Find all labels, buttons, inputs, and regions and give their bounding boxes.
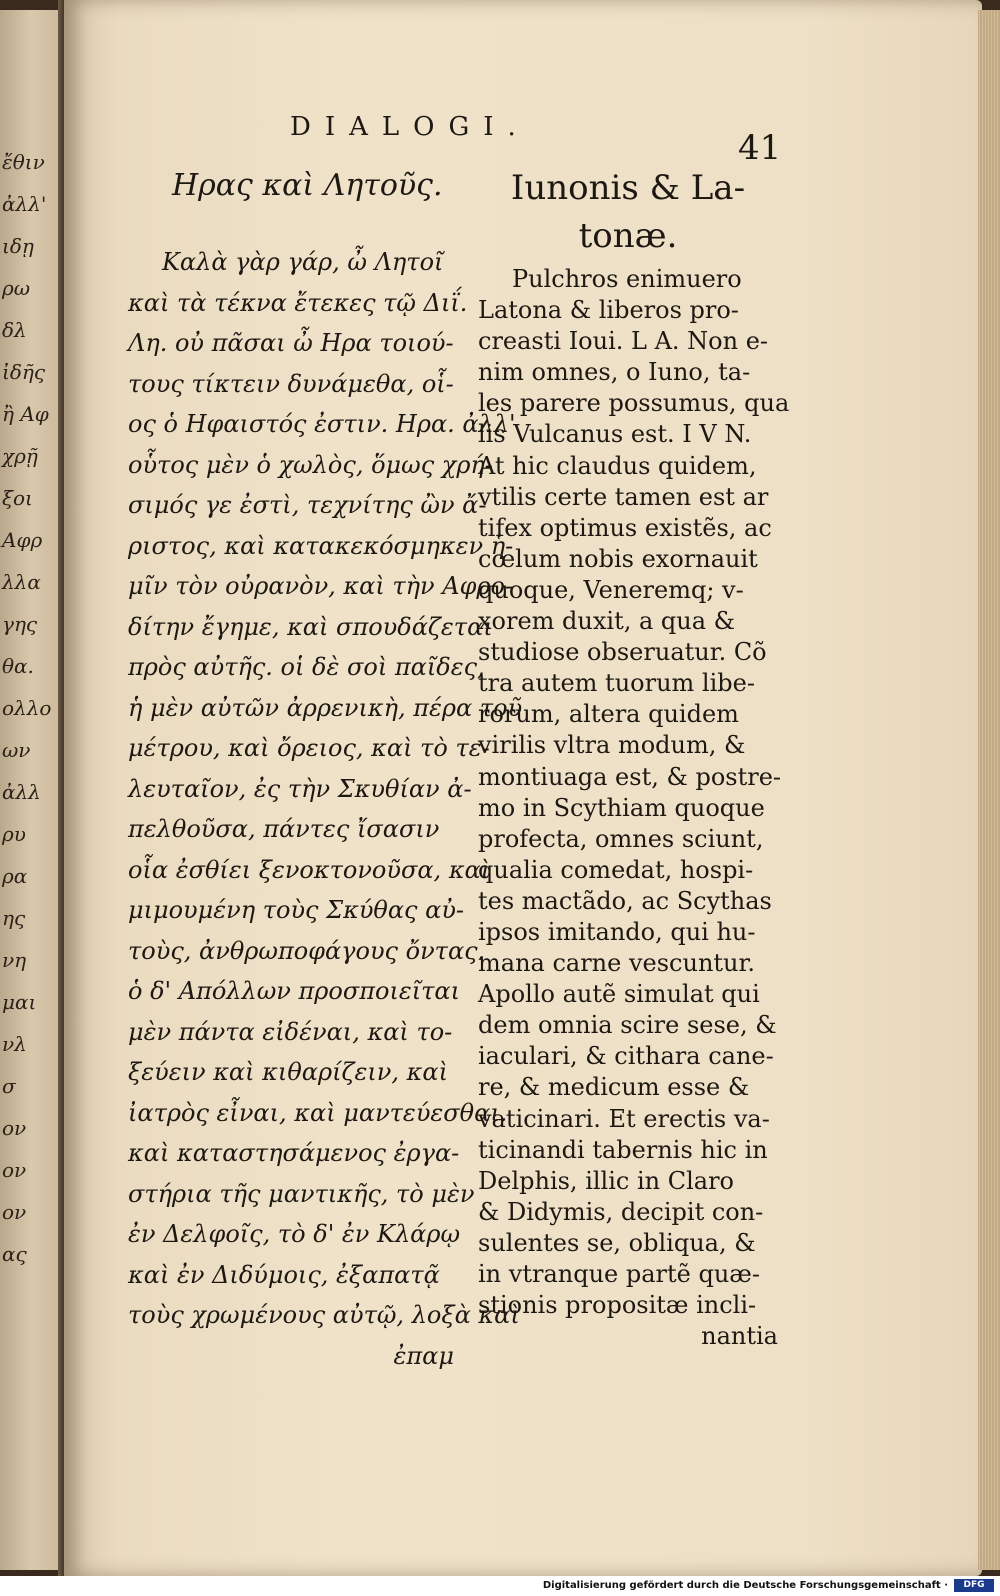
greek-line: ξεύειν καὶ κιθαρίζειν, καὶ xyxy=(128,1058,449,1086)
facing-page-line: νλ xyxy=(2,1032,27,1056)
greek-line: ος ὁ Ηφαιστός ἐστιν. Ηρα. ἀλλ' xyxy=(128,410,516,438)
latin-line: Pulchros enimuero xyxy=(512,265,742,293)
facing-page-line: ρα xyxy=(2,864,28,888)
latin-line: vtilis certe tamen est ar xyxy=(478,482,769,511)
latin-line: qualia comedat, hospi- xyxy=(478,855,754,884)
greek-line: μέτρου, καὶ ὄρειος, καὶ τὸ τε- xyxy=(128,734,490,762)
greek-line: μῖν τὸν οὐρανὸν, καὶ τὴν Αφρο- xyxy=(128,572,514,600)
latin-line: quoque, Veneremq; v- xyxy=(478,575,744,604)
facing-page-line: δλ xyxy=(2,318,27,342)
latin-line: ipsos imitando, qui hu- xyxy=(478,917,756,946)
page-number: 41 xyxy=(738,128,782,168)
latin-line: re, & medicum esse & xyxy=(478,1073,750,1102)
greek-line: καὶ καταστησάμενος ἐργα- xyxy=(128,1139,460,1167)
greek-line: οὗτος μὲν ὁ χωλὸς, ὅμως χρή- xyxy=(128,450,493,479)
facing-page-line: ον xyxy=(2,1116,27,1140)
latin-title-line1: Iunonis & La- xyxy=(510,168,746,208)
greek-line: ἐν Δελφοῖς, τὸ δ' ἐν Κλάρῳ xyxy=(128,1220,461,1248)
latin-line: les parere possumus, qua xyxy=(478,389,790,418)
greek-line: καὶ ἐν Διδύμοις, ἐξαπατᾷ xyxy=(128,1260,440,1289)
greek-line: δίτην ἔγημε, καὶ σπουδάζεται xyxy=(128,612,493,641)
greek-line: σιμός γε ἐστὶ, τεχνίτης ὢν ἄ- xyxy=(128,491,487,519)
facing-page-line: ξοι xyxy=(2,486,33,510)
latin-line: Delphis, illic in Claro xyxy=(478,1166,734,1195)
footer-credit: Digitalisierung gefördert durch die Deutsche Forschungsgemeinschaft · xyxy=(542,1580,948,1591)
greek-line: καὶ τὰ τέκνα ἔτεκες τῷ Διΐ. xyxy=(128,288,468,317)
facing-page-line: ης xyxy=(2,906,26,930)
greek-line: λευταῖον, ἐς τὴν Σκυθίαν ἀ- xyxy=(128,774,472,803)
facing-page-line: ας xyxy=(2,1242,27,1266)
latin-line: vaticinari. Et erectis va- xyxy=(478,1104,770,1133)
latin-line: studiose obseruatur. Cõ xyxy=(478,638,767,667)
page-edge xyxy=(978,10,1000,1570)
latin-column xyxy=(478,168,790,1352)
facing-page-line: νη xyxy=(2,948,27,972)
facing-page-line: θα. xyxy=(2,654,34,678)
greek-line: μὲν πάντα εἰδέναι, καὶ το- xyxy=(128,1017,453,1046)
latin-line: iaculari, & cithara cane- xyxy=(478,1042,774,1071)
latin-line: Latona & liberos pro- xyxy=(478,296,739,325)
facing-page-line: ἀλλ' xyxy=(2,192,47,216)
latin-line: dem omnia scire sese, & xyxy=(478,1011,777,1040)
greek-line: τοὺς χρωμένους αὐτῷ, λοξὰ καὶ xyxy=(128,1301,520,1329)
latin-line: lis Vulcanus est. I V N. xyxy=(478,420,752,449)
latin-text xyxy=(478,264,790,1321)
latin-line: mana carne vescuntur. xyxy=(478,949,755,978)
greek-line: στήρια τῆς μαντικῆς, τὸ μὲν xyxy=(128,1179,475,1208)
facing-page-line: μαι xyxy=(2,990,37,1014)
facing-page-line: ρυ xyxy=(2,822,26,846)
facing-page-line: ἀλλ xyxy=(2,780,41,804)
latin-title-line2: tonæ. xyxy=(578,216,678,256)
greek-line: ἰατρὸς εἶναι, καὶ μαντεύεσθαι. xyxy=(128,1098,508,1127)
latin-catchword: nantia xyxy=(701,1322,778,1351)
facing-page-line: ον xyxy=(2,1200,27,1224)
greek-line: Καλὰ γὰρ γάρ, ὦ Λητοῖ xyxy=(162,248,444,276)
latin-line: rorum, altera quidem xyxy=(478,700,739,729)
facing-page-line: ον xyxy=(2,1158,27,1182)
latin-line: At hic claudus quidem, xyxy=(478,451,757,480)
facing-page-line: ρω xyxy=(2,276,31,300)
facing-page-line: ιδῃ xyxy=(2,234,34,258)
greek-line: μιμουμένη τοὺς Σκύθας αὐ- xyxy=(128,896,465,924)
greek-line: πελθοῦσα, πάντες ἴσασιν xyxy=(128,815,440,843)
latin-line: virilis vltra modum, & xyxy=(478,731,746,760)
greek-line: Λη. οὐ πᾶσαι ὦ Ηρα τοιού- xyxy=(128,329,454,357)
latin-line: tra autem tuorum libe- xyxy=(478,669,755,698)
latin-line: montiuaga est, & postre- xyxy=(478,762,782,791)
greek-line: ριστος, καὶ κατακεκόσμηκεν ἡ- xyxy=(128,531,514,560)
latin-line: mo in Scythiam quoque xyxy=(478,793,765,822)
facing-page-line: ἢ Αφ xyxy=(2,402,49,426)
facing-page-line: ολλο xyxy=(2,696,52,720)
latin-line: & Didymis, decipit con- xyxy=(478,1197,764,1226)
latin-line: sulentes se, obliqua, & xyxy=(478,1228,756,1257)
facing-page-line: ἰδῆς xyxy=(2,360,46,384)
latin-line: profecta, omnes sciunt, xyxy=(478,824,764,853)
latin-line: nim omnes, o Iuno, ta- xyxy=(478,358,751,387)
facing-page-line: λλα xyxy=(2,570,41,594)
latin-line: Apollo autẽ simulat qui xyxy=(478,980,760,1009)
greek-catchword: ἐπαμ xyxy=(393,1341,454,1370)
greek-title: Ηρας καὶ Λητοῦς. xyxy=(172,168,443,203)
latin-line: cœlum nobis exornauit xyxy=(478,544,758,573)
latin-line: xorem duxit, a qua & xyxy=(478,607,736,636)
greek-text xyxy=(128,242,523,1336)
latin-line: ticinandi tabernis hic in xyxy=(478,1135,768,1164)
dfg-logo: DFG xyxy=(954,1579,994,1592)
latin-line: stionis propositæ incli- xyxy=(478,1291,757,1320)
greek-column xyxy=(128,168,523,1376)
greek-line: ὁ δ' Απόλλων προσποιεῖται xyxy=(128,977,461,1005)
latin-line: in vtranque partẽ quæ- xyxy=(478,1260,760,1288)
facing-page-line: χρῇ xyxy=(2,444,38,468)
running-title: DIALOGI. xyxy=(290,112,530,142)
facing-page-line: σ xyxy=(2,1074,16,1098)
greek-line: τοὺς, ἀνθρωποφάγους ὄντας. xyxy=(128,936,486,965)
greek-line: πρὸς αὐτῆς. οἱ δὲ σοὶ παῖδες, xyxy=(128,653,485,681)
facing-page-line: Αφρ xyxy=(2,528,43,552)
greek-line: ἡ μὲν αὐτῶν ἀρρενικὴ, πέρα τοῦ xyxy=(128,693,523,722)
facing-page-line: ἔθιν xyxy=(2,150,45,174)
greek-line: οἷα ἐσθίει ξενοκτονοῦσα, καὶ xyxy=(128,855,491,884)
greek-line: τους τίκτειν δυνάμεθα, οἷ- xyxy=(128,369,454,398)
facing-page xyxy=(0,10,62,1570)
latin-line: tifex optimus existẽs, ac xyxy=(478,513,772,542)
footer xyxy=(0,1576,1000,1596)
latin-line: creasti Ioui. L A. Non e- xyxy=(478,327,769,356)
facing-page-line: γης xyxy=(2,612,38,636)
latin-line: tes mactãdo, ac Scythas xyxy=(478,886,772,915)
facing-page-line: ων xyxy=(2,738,31,762)
